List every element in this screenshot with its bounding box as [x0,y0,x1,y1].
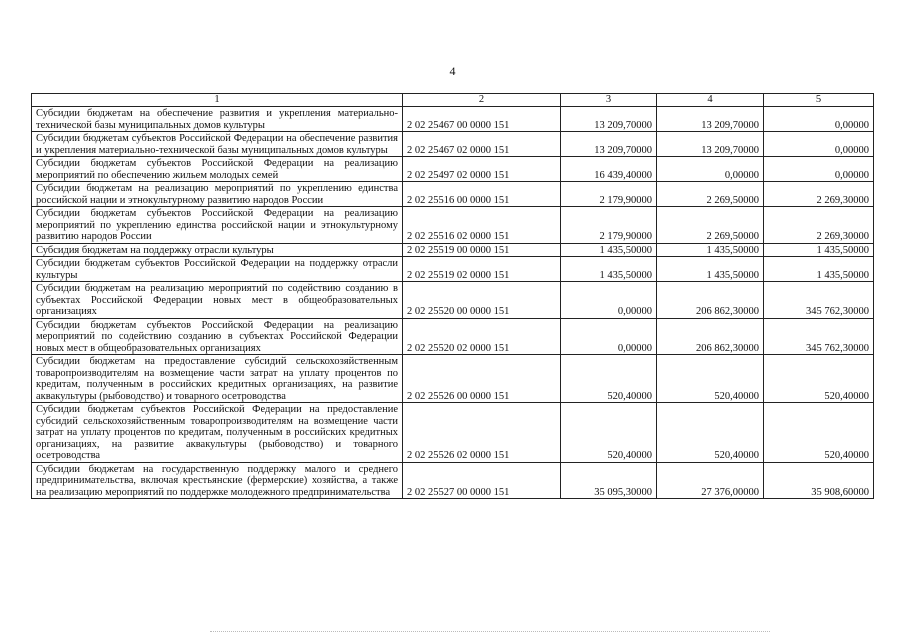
row-description: Субсидии бюджетам на предоставление субсидий сельскохозяйственным товаропроизводителям на возмещение части затрат на уплату процентов по кредитам, полученным в российских кредитных организациях, на развитие аквакультуры (рыбоводство) и товарного осетроводства [32,355,403,403]
table-row [32,282,874,319]
row-code: 2 02 25526 02 0000 151 [403,403,561,463]
row-description: Субсидии бюджетам субъектов Российской Федерации на поддержку отрасли культуры [32,257,403,282]
scan-noise-line [210,631,770,633]
table-row [32,132,874,157]
row-col3-value: 0,00000 [561,318,657,355]
row-description: Субсидия бюджетам на поддержку отрасли культуры [32,243,403,257]
row-col3-value: 1 435,50000 [561,243,657,257]
row-col5-value: 345 762,30000 [764,318,874,355]
row-description: Субсидии бюджетам субъектов Российской Федерации на реализацию мероприятий по укреплению единства российской нации и этнокультурному развитию народов России [32,207,403,244]
row-col3-value: 2 179,90000 [561,182,657,207]
row-col4-value: 206 862,30000 [657,282,764,319]
row-code: 2 02 25467 02 0000 151 [403,132,561,157]
header-col-1: 1 [32,94,403,107]
table-row [32,462,874,499]
row-col5-value: 1 435,50000 [764,243,874,257]
row-col3-value: 0,00000 [561,282,657,319]
row-code: 2 02 25519 00 0000 151 [403,243,561,257]
table-row [32,403,874,463]
row-col4-value: 520,40000 [657,355,764,403]
page-number: 4 [449,64,456,78]
row-col5-value: 2 269,30000 [764,182,874,207]
row-col4-value: 0,00000 [657,157,764,182]
row-description: Субсидии бюджетам на обеспечение развития и укрепления материально-технической базы муниципальных домов культуры [32,107,403,132]
row-col3-value: 1 435,50000 [561,257,657,282]
row-col5-value: 1 435,50000 [764,257,874,282]
header-col-3: 3 [561,94,657,107]
row-col3-value: 520,40000 [561,403,657,463]
row-code: 2 02 25516 00 0000 151 [403,182,561,207]
row-col4-value: 13 209,70000 [657,107,764,132]
table-row [32,182,874,207]
table-row [32,243,874,257]
row-code: 2 02 25520 02 0000 151 [403,318,561,355]
row-col4-value: 1 435,50000 [657,243,764,257]
row-col3-value: 16 439,40000 [561,157,657,182]
table-row [32,157,874,182]
row-col4-value: 2 269,50000 [657,207,764,244]
row-code: 2 02 25526 00 0000 151 [403,355,561,403]
row-col3-value: 13 209,70000 [561,132,657,157]
row-code: 2 02 25519 02 0000 151 [403,257,561,282]
table-row [32,207,874,244]
row-col5-value: 345 762,30000 [764,282,874,319]
header-col-4: 4 [657,94,764,107]
row-col4-value: 1 435,50000 [657,257,764,282]
row-col4-value: 206 862,30000 [657,318,764,355]
table-row [32,257,874,282]
row-col3-value: 520,40000 [561,355,657,403]
row-description: Субсидии бюджетам субъектов Российской Федерации на реализацию мероприятий по обеспечению жильем молодых семей [32,157,403,182]
header-col-2: 2 [403,94,561,107]
row-col4-value: 13 209,70000 [657,132,764,157]
row-col5-value: 520,40000 [764,355,874,403]
row-col3-value: 35 095,30000 [561,462,657,499]
row-description: Субсидии бюджетам субъектов Российской Федерации на обеспечение развития и укрепления материально-технической базы муниципальных домов культуры [32,132,403,157]
row-col5-value: 0,00000 [764,132,874,157]
row-description: Субсидии бюджетам на реализацию мероприятий по укреплению единства российской нации и этнокультурному развитию народов России [32,182,403,207]
row-description: Субсидии бюджетам субъектов Российской Федерации на предоставление субсидий сельскохозяйственным товаропроизводителям на возмещение части затрат на уплату процентов по кредитам, полученным в российских кредитных организациях, на развитие аквакультуры (рыбоводство) и товарного осетроводства [32,403,403,463]
row-col5-value: 0,00000 [764,107,874,132]
row-col3-value: 13 209,70000 [561,107,657,132]
row-col5-value: 0,00000 [764,157,874,182]
header-row [32,94,874,107]
row-description: Субсидии бюджетам на государственную поддержку малого и среднего предпринимательства, включая крестьянские (фермерские) хозяйства, а также на реализацию мероприятий по поддержке молодежного предпринимательства [32,462,403,499]
row-col4-value: 520,40000 [657,403,764,463]
row-code: 2 02 25467 00 0000 151 [403,107,561,132]
table-row [32,318,874,355]
budget-table [31,93,874,499]
row-code: 2 02 25516 02 0000 151 [403,207,561,244]
row-col5-value: 35 908,60000 [764,462,874,499]
row-col4-value: 2 269,50000 [657,182,764,207]
row-code: 2 02 25520 00 0000 151 [403,282,561,319]
row-col5-value: 520,40000 [764,403,874,463]
row-description: Субсидии бюджетам субъектов Российской Федерации на реализацию мероприятий по содействию созданию в субъектах Российской Федерации новых мест в общеобразовательных организациях [32,318,403,355]
table-row [32,355,874,403]
table-row [32,107,874,132]
row-col3-value: 2 179,90000 [561,207,657,244]
row-code: 2 02 25497 02 0000 151 [403,157,561,182]
row-col5-value: 2 269,30000 [764,207,874,244]
header-col-5: 5 [764,94,874,107]
row-col4-value: 27 376,00000 [657,462,764,499]
row-code: 2 02 25527 00 0000 151 [403,462,561,499]
row-description: Субсидии бюджетам на реализацию мероприятий по содействию созданию в субъектах Российской Федерации новых мест в общеобразовательных организациях [32,282,403,319]
